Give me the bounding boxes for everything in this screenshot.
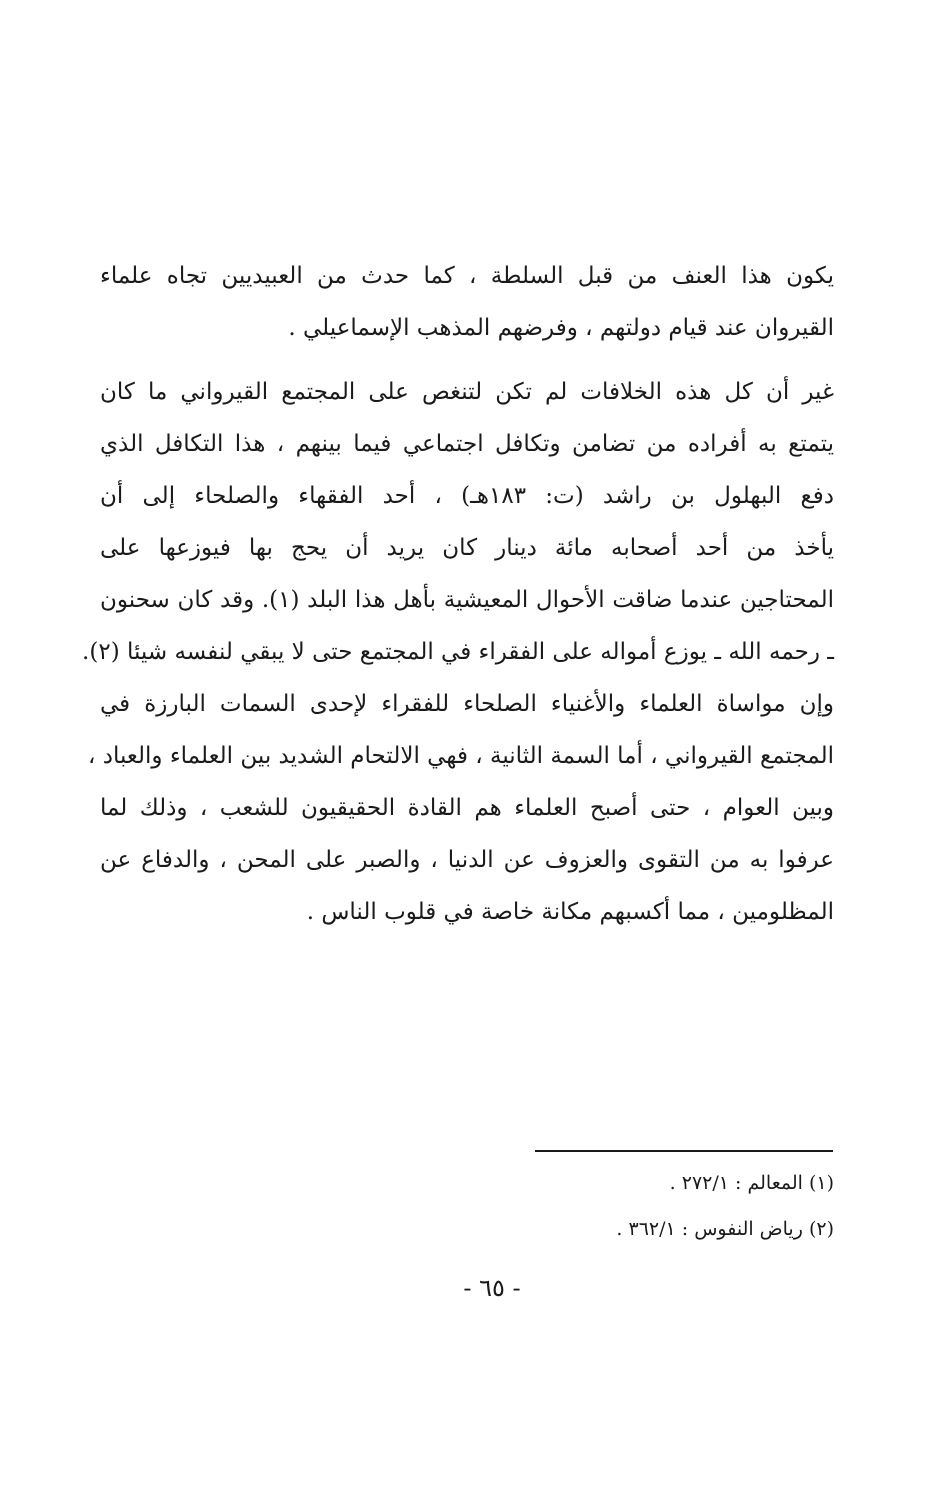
- paragraph-1: [100, 250, 834, 354]
- footnote-1: (١) المعالم : ٢٧٢/١ .: [669, 1172, 834, 1194]
- text-line: المظلومين ، مما أكسبهم مكانة خاصة في قلوب الناس .: [306, 899, 834, 925]
- text-line: المجتمع القيرواني ، أما السمة الثانية ، فهي الالتحام الشديد بين العلماء والعباد ،: [88, 743, 834, 769]
- text-line: دفع البهلول بن راشد (ت: ١٨٣هـ) ، أحد الفقهاء والصلحاء إلى أن: [100, 483, 834, 509]
- footnote-divider: [535, 1150, 833, 1152]
- text-line: يكون هذا العنف من قبل السلطة ، كما حدث من العبيديين تجاه علماء: [100, 263, 834, 289]
- text-line: ـ رحمه الله ـ يوزع أمواله على الفقراء في المجتمع حتى لا يبقي لنفسه شيئا (٢).: [82, 639, 834, 665]
- text-line: المحتاجين عندما ضاقت الأحوال المعيشية بأهل هذا البلد (١). وقد كان سحنون: [100, 587, 834, 613]
- text-line: وبين العوام ، حتى أصبح العلماء هم القادة الحقيقيون للشعب ، وذلك لما: [100, 795, 834, 821]
- text-line: غير أن كل هذه الخلافات لم تكن لتنغص على المجتمع القيرواني ما كان: [100, 379, 834, 405]
- text-line: القيروان عند قيام دولتهم ، وفرضهم المذهب الإسماعيلي .: [288, 315, 834, 341]
- paragraph-2: [82, 366, 834, 938]
- footnotes: [500, 1160, 834, 1252]
- text-line: عرفوا به من التقوى والعزوف عن الدنيا ، والصبر على المحن ، والدفاع عن: [100, 847, 834, 873]
- text-line: يتمتع به أفراده من تضامن وتكافل اجتماعي فيما بينهم ، هذا التكافل الذي: [100, 431, 834, 457]
- text-line: يأخذ من أحد أصحابه مائة دينار كان يريد أن يحج بها فيوزعها على: [100, 535, 834, 561]
- text-line: وإن مواساة العلماء والأغنياء الصلحاء للفقراء لإحدى السمات البارزة في: [100, 691, 834, 717]
- footnote-2: (٢) رياض النفوس : ٣٦٢/١ .: [616, 1218, 834, 1240]
- page-number: - ٦٥ -: [463, 1274, 521, 1302]
